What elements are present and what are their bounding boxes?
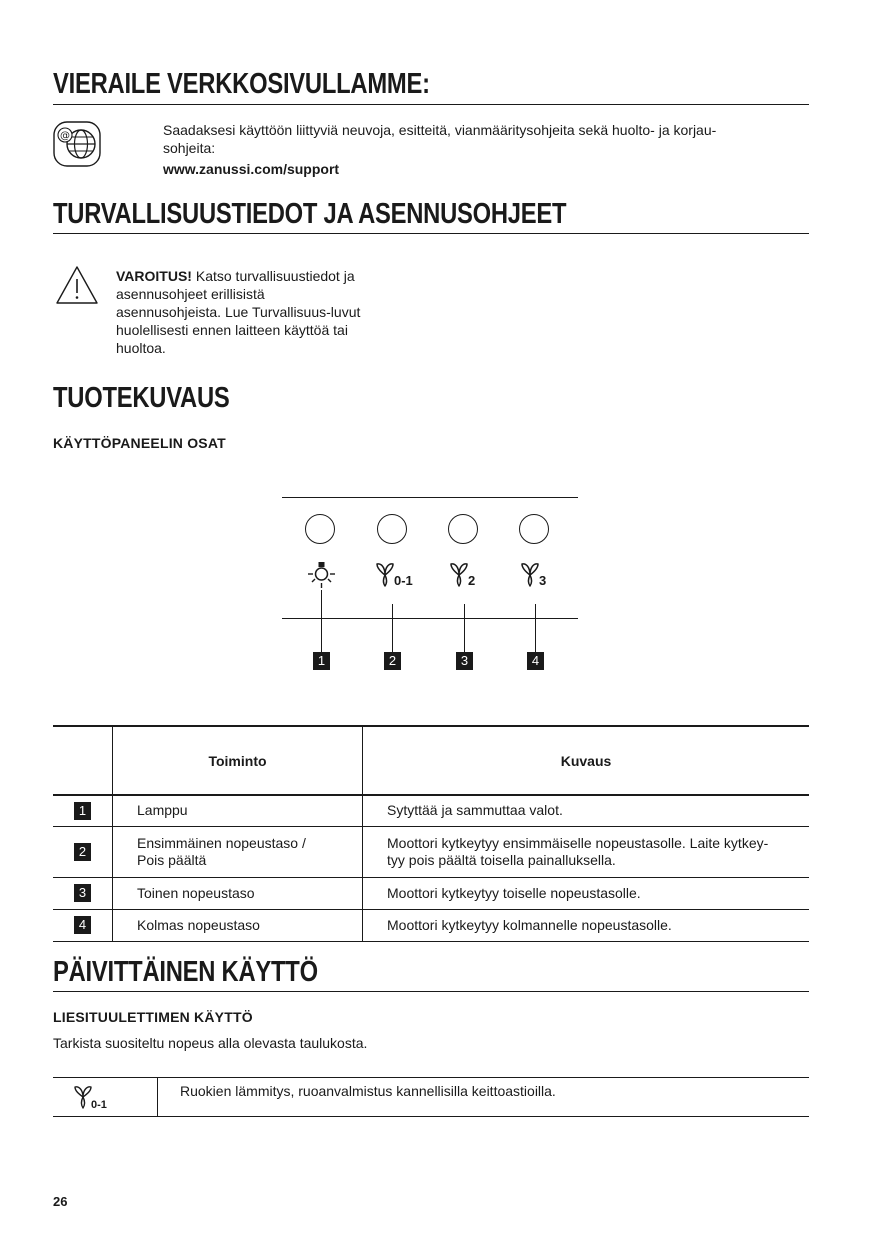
lamp-button[interactable]	[305, 514, 335, 544]
warning-text	[116, 267, 416, 357]
leader-line	[535, 604, 536, 652]
table-row	[53, 826, 809, 877]
globe-at-icon	[53, 121, 101, 167]
heading-rule	[53, 991, 809, 992]
fan-speed-2-icon	[448, 560, 484, 590]
warning-triangle-icon	[55, 265, 99, 305]
speed-table	[53, 1077, 809, 1117]
subheading-hood-use: LIESITUULETTIMEN KÄYTTÖ	[53, 1009, 253, 1025]
subheading-panel-parts: KÄYTTÖPANEELIN OSAT	[53, 435, 226, 451]
heading-rule	[53, 104, 809, 105]
row-function: Lamppu	[137, 802, 188, 819]
visit-text	[163, 121, 803, 178]
row-number: 4	[74, 916, 91, 934]
table-header-description: Kuvaus	[363, 726, 810, 795]
heading-rule	[53, 233, 809, 234]
section-heading-visit: VIERAILE VERKKOSIVULLAMME:	[53, 68, 430, 100]
leader-line	[392, 604, 393, 652]
row-function: Kolmas nopeustaso	[137, 916, 260, 933]
panel-top-edge	[282, 497, 578, 498]
fan-speed-0-1-icon	[374, 560, 424, 590]
callout-number: 2	[384, 652, 401, 670]
warning-label: VAROITUS!	[116, 268, 192, 284]
table-header-row	[53, 726, 809, 795]
fan-speed-3-icon	[519, 560, 555, 590]
warning-line: Katso turvallisuustiedot ja	[195, 268, 355, 284]
table-header-function: Toiminto	[113, 726, 363, 795]
row-description: Moottori kytkeytyy kolmannelle nopeustasolle.	[387, 916, 672, 933]
leader-line	[464, 604, 465, 652]
fan-speed-label: 3	[539, 573, 547, 588]
section-heading-product: TUOTEKUVAUS	[53, 382, 230, 414]
visit-text-line1: Saadaksesi käyttöön liittyviä neuvoja, esitteitä, vianmääritysohjeita sekä huolto- ja korjau-	[163, 122, 717, 138]
fan-speed-label: 2	[468, 573, 476, 588]
table-header-blank	[53, 726, 113, 795]
callout-number: 4	[527, 652, 544, 670]
lamp-icon	[306, 560, 338, 590]
function-table	[53, 725, 809, 942]
table-row	[53, 909, 809, 941]
warning-line: huolellisesti ennen laitteen käyttöä tai	[116, 322, 348, 338]
panel-bottom-edge	[282, 618, 578, 619]
table-row	[53, 795, 809, 826]
speed-3-button[interactable]	[519, 514, 549, 544]
section-heading-daily: PÄIVITTÄINEN KÄYTTÖ	[53, 956, 318, 988]
warning-line: asennusohjeet erillisistä	[116, 286, 265, 302]
support-link[interactable]: www.zanussi.com/support	[163, 161, 340, 177]
page-number: 26	[53, 1194, 68, 1209]
row-number: 2	[74, 843, 91, 861]
row-description: Moottori kytkeytyy toiselle nopeustasolle.	[387, 884, 641, 901]
row-number: 1	[74, 802, 91, 820]
warning-line: huoltoa.	[116, 340, 166, 356]
row-description: Sytyttää ja sammuttaa valot.	[387, 802, 563, 819]
row-description-cont: tyy pois päältä toisella painalluksella.	[387, 851, 616, 868]
leader-line	[321, 590, 322, 652]
callout-number: 1	[313, 652, 330, 670]
fan-speed-label: 0-1	[394, 573, 413, 588]
row-description: Moottori kytkeytyy ensimmäiselle nopeustasolle. Laite kytkey-	[387, 834, 769, 851]
row-function: Toinen nopeustaso	[137, 884, 255, 901]
warning-line: asennusohjeista. Lue Turvallisuus-luvut	[116, 304, 361, 320]
speed-row-text: Ruokien lämmitys, ruoanvalmistus kannellisilla keittoastioilla.	[180, 1083, 556, 1099]
speed-row-label: 0-1	[91, 1099, 107, 1111]
section-heading-safety: TURVALLISUUSTIEDOT JA ASENNUSOHJEET	[53, 198, 567, 230]
table-row	[53, 877, 809, 909]
speed-table-divider	[157, 1078, 158, 1116]
speed-2-button[interactable]	[448, 514, 478, 544]
row-number: 3	[74, 884, 91, 902]
callout-number: 3	[456, 652, 473, 670]
row-function: Ensimmäinen nopeustaso /	[137, 834, 306, 851]
visit-text-line2: sohjeita:	[163, 140, 216, 156]
daily-text: Tarkista suositeltu nopeus alla olevasta taulukosta.	[53, 1035, 368, 1051]
row-function-cont: Pois päältä	[137, 851, 207, 868]
speed-0-1-button[interactable]	[377, 514, 407, 544]
fan-speed-0-1-icon	[73, 1084, 117, 1112]
svg-text:@: @	[60, 130, 70, 142]
